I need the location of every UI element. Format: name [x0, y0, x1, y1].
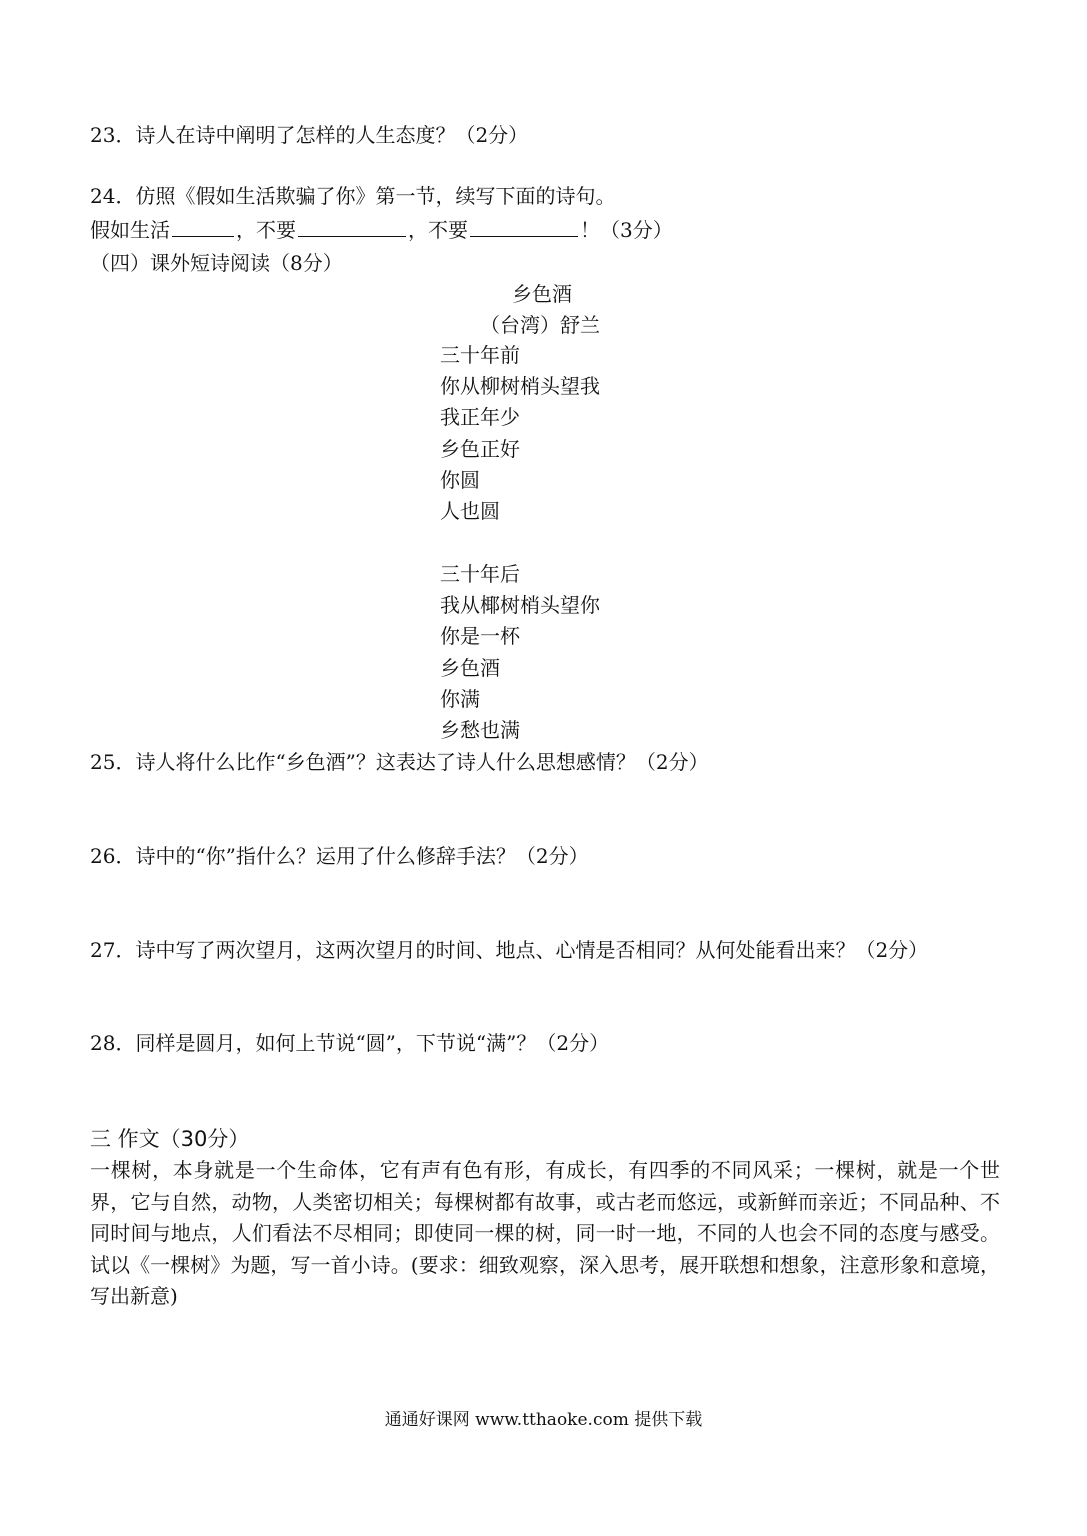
- page-footer: 通通好课网 www.tthaoke.com 提供下载: [384, 1410, 703, 1430]
- poem-line: 乡愁也满: [440, 718, 520, 743]
- question-24: 24．仿照《假如生活欺骗了你》第一节，续写下面的诗句。: [90, 184, 616, 208]
- question-24-fill-line: [90, 214, 673, 244]
- poem-line: 你满: [440, 686, 480, 711]
- poem-title: 乡色酒: [512, 282, 572, 306]
- question-27: 27．诗中写了两次望月，这两次望月的时间、地点、心情是否相同？从何处能看出来？（2分）: [90, 938, 929, 962]
- poem-author: （台湾）舒兰: [480, 313, 600, 337]
- fill-text-4: ！（3分）: [580, 218, 673, 242]
- question-23: 23．诗人在诗中阐明了怎样的人生态度？（2分）: [90, 123, 529, 147]
- question-28: 28．同样是圆月，如何上节说“圆”，下节说“满”？（2分）: [90, 1031, 610, 1055]
- answer-blank-2[interactable]: [298, 214, 406, 237]
- poem-line: 我正年少: [440, 405, 520, 430]
- poem-line: 你圆: [440, 467, 480, 492]
- question-25: 25．诗人将什么比作“乡色酒”？这表达了诗人什么思想感情？（2分）: [90, 750, 709, 774]
- poem-line: 人也圆: [440, 499, 500, 524]
- poem-line: 乡色酒: [440, 655, 500, 680]
- poem-line: 我从椰树梢头望你: [440, 593, 600, 618]
- question-26: 26．诗中的“你”指什么？运用了什么修辞手法？（2分）: [90, 844, 589, 868]
- fill-text-2: ，不要: [236, 218, 296, 242]
- fill-text-1: 假如生活: [90, 218, 170, 242]
- answer-blank-1[interactable]: [172, 214, 234, 237]
- fill-text-3: ，不要: [408, 218, 468, 242]
- poem-line: 三十年后: [440, 562, 520, 586]
- section-4-heading: （四）课外短诗阅读（8分）: [90, 251, 343, 275]
- poem-stanza-2: [440, 559, 600, 746]
- poem-line: 你是一杯: [440, 624, 520, 649]
- answer-blank-3[interactable]: [470, 214, 578, 237]
- essay-heading: 三 作文（30分）: [90, 1127, 250, 1151]
- poem-line: 你从柳树梢头望我: [440, 374, 600, 399]
- essay-prompt: 一棵树，本身就是一个生命体，它有声有色有形，有成长，有四季的不同风采；一棵树，就是一个世界，它与自然，动物，人类密切相关；每棵树都有故事，或古老而悠远，或新鲜而亲近；不同品种、不同时间与地点，人们看法不尽相同；即使同一棵的树，同一时一地，不同的人也会不同的态度与感受。试以《一棵树》为题，写一首小诗。(要求：细致观察，深入思考，展开联想和想象，注意形象和意境，写出新意): [90, 1158, 1000, 1308]
- poem-line: 三十年前: [440, 343, 520, 367]
- poem-line: 乡色正好: [440, 436, 520, 461]
- poem-stanza-1: [440, 340, 600, 527]
